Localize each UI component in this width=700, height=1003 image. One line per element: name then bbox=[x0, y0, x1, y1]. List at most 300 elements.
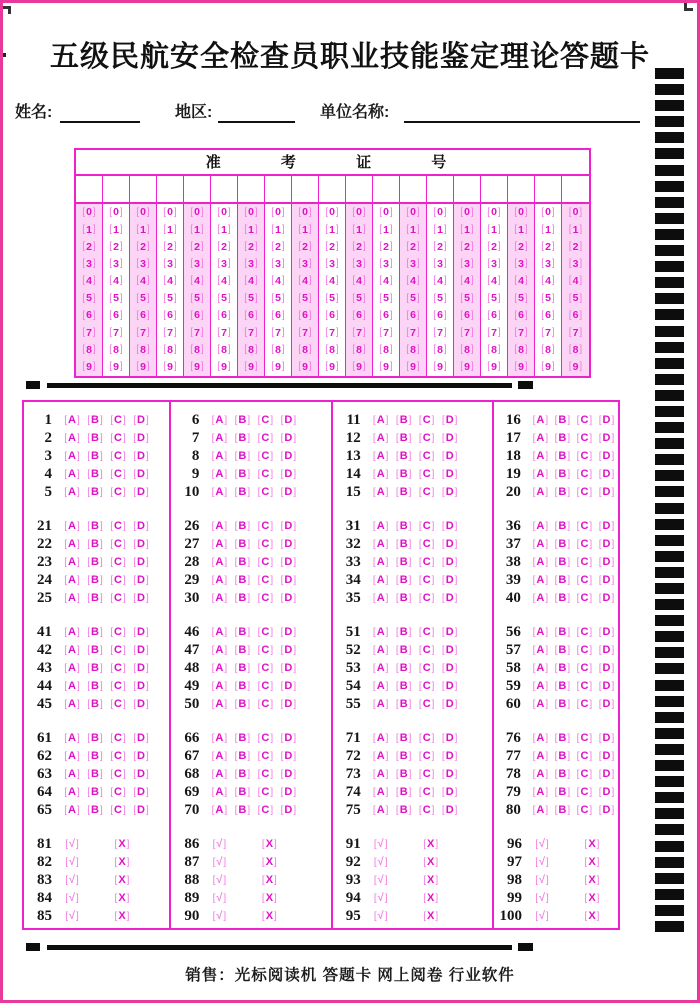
answer-bubble-50-D[interactable]: [ D ] bbox=[277, 699, 299, 710]
answer-bubble-78-C[interactable]: [ C ] bbox=[574, 769, 595, 780]
answer-bubble-54-C[interactable]: [ C ] bbox=[416, 681, 438, 692]
answer-bubble-60-A[interactable]: [ A ] bbox=[530, 699, 551, 710]
answer-bubble-41-D[interactable]: [ D ] bbox=[130, 627, 152, 638]
answer-bubble-4-C[interactable]: [ C ] bbox=[107, 469, 129, 480]
ticket-digit-bubble-4[interactable]: [ 4 ] bbox=[184, 273, 210, 290]
answer-bubble-34-A[interactable]: [ A ] bbox=[370, 575, 392, 586]
answer-bubble-85-cross[interactable]: [ X ] bbox=[111, 911, 133, 922]
answer-bubble-79-B[interactable]: [ B ] bbox=[552, 787, 573, 798]
ticket-digit-bubble-4[interactable]: [ 4 ] bbox=[157, 273, 183, 290]
answer-bubble-56-A[interactable]: [ A ] bbox=[530, 627, 551, 638]
answer-bubble-16-C[interactable]: [ C ] bbox=[574, 415, 595, 426]
ticket-digit-bubble-1[interactable]: [ 1 ] bbox=[508, 221, 534, 238]
ticket-digit-bubble-9[interactable]: [ 9 ] bbox=[292, 359, 318, 376]
answer-bubble-32-D[interactable]: [ D ] bbox=[439, 539, 461, 550]
ticket-digit-bubble-8[interactable]: [ 8 ] bbox=[211, 342, 237, 359]
answer-bubble-21-A[interactable]: [ A ] bbox=[61, 521, 83, 532]
answer-bubble-69-D[interactable]: [ D ] bbox=[277, 787, 299, 798]
answer-bubble-43-B[interactable]: [ B ] bbox=[84, 663, 106, 674]
answer-bubble-32-B[interactable]: [ B ] bbox=[393, 539, 415, 550]
answer-bubble-61-D[interactable]: [ D ] bbox=[130, 733, 152, 744]
answer-bubble-52-A[interactable]: [ A ] bbox=[370, 645, 392, 656]
answer-bubble-95-check[interactable]: [ √ ] bbox=[370, 911, 392, 922]
ticket-digit-bubble-8[interactable]: [ 8 ] bbox=[346, 342, 372, 359]
ticket-digit-bubble-3[interactable]: [ 3 ] bbox=[238, 256, 264, 273]
ticket-digit-bubble-8[interactable]: [ 8 ] bbox=[265, 342, 291, 359]
answer-bubble-2-B[interactable]: [ B ] bbox=[84, 433, 106, 444]
answer-bubble-69-C[interactable]: [ C ] bbox=[254, 787, 276, 798]
ticket-digit-bubble-2[interactable]: [ 2 ] bbox=[454, 238, 480, 255]
ticket-digit-bubble-3[interactable]: [ 3 ] bbox=[211, 256, 237, 273]
answer-bubble-54-D[interactable]: [ D ] bbox=[439, 681, 461, 692]
ticket-digit-bubble-3[interactable]: [ 3 ] bbox=[454, 256, 480, 273]
answer-bubble-9-C[interactable]: [ C ] bbox=[254, 469, 276, 480]
answer-bubble-70-D[interactable]: [ D ] bbox=[277, 805, 299, 816]
answer-bubble-62-C[interactable]: [ C ] bbox=[107, 751, 129, 762]
answer-bubble-86-check[interactable]: [ √ ] bbox=[208, 839, 230, 850]
answer-bubble-1-A[interactable]: [ A ] bbox=[61, 415, 83, 426]
answer-bubble-98-cross[interactable]: [ X ] bbox=[581, 875, 603, 886]
answer-bubble-73-A[interactable]: [ A ] bbox=[370, 769, 392, 780]
answer-bubble-3-A[interactable]: [ A ] bbox=[61, 451, 83, 462]
answer-bubble-96-check[interactable]: [ √ ] bbox=[531, 839, 553, 850]
ticket-digit-bubble-8[interactable]: [ 8 ] bbox=[481, 342, 507, 359]
ticket-digit-bubble-8[interactable]: [ 8 ] bbox=[562, 342, 589, 359]
answer-bubble-64-A[interactable]: [ A ] bbox=[61, 787, 83, 798]
answer-bubble-19-A[interactable]: [ A ] bbox=[530, 469, 551, 480]
answer-bubble-70-C[interactable]: [ C ] bbox=[254, 805, 276, 816]
answer-bubble-51-D[interactable]: [ D ] bbox=[439, 627, 461, 638]
ticket-digit-bubble-5[interactable]: [ 5 ] bbox=[562, 290, 589, 307]
answer-bubble-21-D[interactable]: [ D ] bbox=[130, 521, 152, 532]
ticket-digit-bubble-4[interactable]: [ 4 ] bbox=[535, 273, 561, 290]
ticket-digit-bubble-2[interactable]: [ 2 ] bbox=[562, 238, 589, 255]
answer-bubble-55-D[interactable]: [ D ] bbox=[439, 699, 461, 710]
answer-bubble-68-C[interactable]: [ C ] bbox=[254, 769, 276, 780]
ticket-digit-bubble-9[interactable]: [ 9 ] bbox=[400, 359, 426, 376]
answer-bubble-62-A[interactable]: [ A ] bbox=[61, 751, 83, 762]
answer-bubble-62-B[interactable]: [ B ] bbox=[84, 751, 106, 762]
ticket-digit-bubble-0[interactable]: [ 0 ] bbox=[481, 204, 507, 221]
answer-bubble-54-A[interactable]: [ A ] bbox=[370, 681, 392, 692]
answer-bubble-89-check[interactable]: [ √ ] bbox=[208, 893, 230, 904]
ticket-digit-bubble-0[interactable]: [ 0 ] bbox=[76, 204, 102, 221]
ticket-digit-bubble-7[interactable]: [ 7 ] bbox=[157, 324, 183, 341]
answer-bubble-22-D[interactable]: [ D ] bbox=[130, 539, 152, 550]
ticket-digit-bubble-9[interactable]: [ 9 ] bbox=[184, 359, 210, 376]
ticket-digit-bubble-5[interactable]: [ 5 ] bbox=[130, 290, 156, 307]
answer-bubble-72-C[interactable]: [ C ] bbox=[416, 751, 438, 762]
answer-bubble-47-A[interactable]: [ A ] bbox=[208, 645, 230, 656]
answer-bubble-18-A[interactable]: [ A ] bbox=[530, 451, 551, 462]
answer-bubble-76-A[interactable]: [ A ] bbox=[530, 733, 551, 744]
ticket-write-cell[interactable] bbox=[76, 176, 103, 202]
answer-bubble-9-A[interactable]: [ A ] bbox=[208, 469, 230, 480]
ticket-digit-bubble-1[interactable]: [ 1 ] bbox=[481, 221, 507, 238]
answer-bubble-64-B[interactable]: [ B ] bbox=[84, 787, 106, 798]
ticket-write-cell[interactable] bbox=[373, 176, 400, 202]
answer-bubble-21-B[interactable]: [ B ] bbox=[84, 521, 106, 532]
answer-bubble-29-C[interactable]: [ C ] bbox=[254, 575, 276, 586]
answer-bubble-50-A[interactable]: [ A ] bbox=[208, 699, 230, 710]
answer-bubble-16-D[interactable]: [ D ] bbox=[596, 415, 617, 426]
answer-bubble-72-B[interactable]: [ B ] bbox=[393, 751, 415, 762]
answer-bubble-20-A[interactable]: [ A ] bbox=[530, 487, 551, 498]
answer-bubble-24-A[interactable]: [ A ] bbox=[61, 575, 83, 586]
ticket-digit-bubble-0[interactable]: [ 0 ] bbox=[292, 204, 318, 221]
answer-bubble-30-B[interactable]: [ B ] bbox=[231, 593, 253, 604]
answer-bubble-26-C[interactable]: [ C ] bbox=[254, 521, 276, 532]
ticket-digit-bubble-7[interactable]: [ 7 ] bbox=[562, 324, 589, 341]
answer-bubble-96-cross[interactable]: [ X ] bbox=[581, 839, 603, 850]
answer-bubble-40-D[interactable]: [ D ] bbox=[596, 593, 617, 604]
ticket-digit-bubble-6[interactable]: [ 6 ] bbox=[454, 307, 480, 324]
answer-bubble-53-D[interactable]: [ D ] bbox=[439, 663, 461, 674]
answer-bubble-36-D[interactable]: [ D ] bbox=[596, 521, 617, 532]
answer-bubble-55-A[interactable]: [ A ] bbox=[370, 699, 392, 710]
answer-bubble-27-A[interactable]: [ A ] bbox=[208, 539, 230, 550]
answer-bubble-46-A[interactable]: [ A ] bbox=[208, 627, 230, 638]
ticket-digit-bubble-9[interactable]: [ 9 ] bbox=[265, 359, 291, 376]
ticket-digit-bubble-8[interactable]: [ 8 ] bbox=[184, 342, 210, 359]
ticket-digit-bubble-7[interactable]: [ 7 ] bbox=[238, 324, 264, 341]
answer-bubble-6-A[interactable]: [ A ] bbox=[208, 415, 230, 426]
ticket-digit-bubble-0[interactable]: [ 0 ] bbox=[454, 204, 480, 221]
ticket-digit-bubble-7[interactable]: [ 7 ] bbox=[454, 324, 480, 341]
answer-bubble-66-B[interactable]: [ B ] bbox=[231, 733, 253, 744]
ticket-digit-bubble-0[interactable]: [ 0 ] bbox=[319, 204, 345, 221]
answer-bubble-23-C[interactable]: [ C ] bbox=[107, 557, 129, 568]
answer-bubble-95-cross[interactable]: [ X ] bbox=[420, 911, 442, 922]
ticket-write-cell[interactable] bbox=[130, 176, 157, 202]
answer-bubble-80-A[interactable]: [ A ] bbox=[530, 805, 551, 816]
answer-bubble-80-D[interactable]: [ D ] bbox=[596, 805, 617, 816]
answer-bubble-30-D[interactable]: [ D ] bbox=[277, 593, 299, 604]
answer-bubble-12-A[interactable]: [ A ] bbox=[370, 433, 392, 444]
answer-bubble-87-check[interactable]: [ √ ] bbox=[208, 857, 230, 868]
answer-bubble-11-B[interactable]: [ B ] bbox=[393, 415, 415, 426]
answer-bubble-52-C[interactable]: [ C ] bbox=[416, 645, 438, 656]
ticket-write-cell[interactable] bbox=[265, 176, 292, 202]
answer-bubble-86-cross[interactable]: [ X ] bbox=[258, 839, 280, 850]
answer-bubble-78-D[interactable]: [ D ] bbox=[596, 769, 617, 780]
answer-bubble-49-D[interactable]: [ D ] bbox=[277, 681, 299, 692]
ticket-digit-bubble-3[interactable]: [ 3 ] bbox=[130, 256, 156, 273]
ticket-digit-bubble-7[interactable]: [ 7 ] bbox=[76, 324, 102, 341]
answer-bubble-14-D[interactable]: [ D ] bbox=[439, 469, 461, 480]
answer-bubble-41-A[interactable]: [ A ] bbox=[61, 627, 83, 638]
answer-bubble-2-C[interactable]: [ C ] bbox=[107, 433, 129, 444]
answer-bubble-97-cross[interactable]: [ X ] bbox=[581, 857, 603, 868]
answer-bubble-69-A[interactable]: [ A ] bbox=[208, 787, 230, 798]
answer-bubble-24-D[interactable]: [ D ] bbox=[130, 575, 152, 586]
answer-bubble-40-A[interactable]: [ A ] bbox=[530, 593, 551, 604]
ticket-digit-bubble-0[interactable]: [ 0 ] bbox=[184, 204, 210, 221]
answer-bubble-34-B[interactable]: [ B ] bbox=[393, 575, 415, 586]
answer-bubble-60-C[interactable]: [ C ] bbox=[574, 699, 595, 710]
ticket-digit-bubble-0[interactable]: [ 0 ] bbox=[238, 204, 264, 221]
ticket-digit-bubble-0[interactable]: [ 0 ] bbox=[400, 204, 426, 221]
answer-bubble-57-D[interactable]: [ D ] bbox=[596, 645, 617, 656]
answer-bubble-46-C[interactable]: [ C ] bbox=[254, 627, 276, 638]
answer-bubble-64-D[interactable]: [ D ] bbox=[130, 787, 152, 798]
answer-bubble-15-A[interactable]: [ A ] bbox=[370, 487, 392, 498]
answer-bubble-77-D[interactable]: [ D ] bbox=[596, 751, 617, 762]
ticket-digit-bubble-5[interactable]: [ 5 ] bbox=[319, 290, 345, 307]
answer-bubble-83-check[interactable]: [ √ ] bbox=[61, 875, 83, 886]
answer-bubble-5-C[interactable]: [ C ] bbox=[107, 487, 129, 498]
ticket-digit-bubble-2[interactable]: [ 2 ] bbox=[535, 238, 561, 255]
ticket-digit-bubble-9[interactable]: [ 9 ] bbox=[211, 359, 237, 376]
ticket-digit-bubble-1[interactable]: [ 1 ] bbox=[238, 221, 264, 238]
answer-bubble-41-C[interactable]: [ C ] bbox=[107, 627, 129, 638]
ticket-digit-bubble-4[interactable]: [ 4 ] bbox=[211, 273, 237, 290]
ticket-digit-bubble-0[interactable]: [ 0 ] bbox=[346, 204, 372, 221]
answer-bubble-78-A[interactable]: [ A ] bbox=[530, 769, 551, 780]
answer-bubble-81-check[interactable]: [ √ ] bbox=[61, 839, 83, 850]
answer-bubble-38-B[interactable]: [ B ] bbox=[552, 557, 573, 568]
ticket-digit-bubble-4[interactable]: [ 4 ] bbox=[319, 273, 345, 290]
ticket-digit-bubble-5[interactable]: [ 5 ] bbox=[535, 290, 561, 307]
ticket-write-cell[interactable] bbox=[319, 176, 346, 202]
answer-bubble-6-C[interactable]: [ C ] bbox=[254, 415, 276, 426]
answer-bubble-15-C[interactable]: [ C ] bbox=[416, 487, 438, 498]
ticket-digit-bubble-2[interactable]: [ 2 ] bbox=[211, 238, 237, 255]
answer-bubble-20-B[interactable]: [ B ] bbox=[552, 487, 573, 498]
ticket-digit-bubble-6[interactable]: [ 6 ] bbox=[508, 307, 534, 324]
answer-bubble-55-B[interactable]: [ B ] bbox=[393, 699, 415, 710]
answer-bubble-21-C[interactable]: [ C ] bbox=[107, 521, 129, 532]
ticket-digit-bubble-1[interactable]: [ 1 ] bbox=[562, 221, 589, 238]
ticket-digit-bubble-6[interactable]: [ 6 ] bbox=[157, 307, 183, 324]
ticket-digit-bubble-5[interactable]: [ 5 ] bbox=[157, 290, 183, 307]
answer-bubble-71-A[interactable]: [ A ] bbox=[370, 733, 392, 744]
answer-bubble-10-C[interactable]: [ C ] bbox=[254, 487, 276, 498]
answer-bubble-65-C[interactable]: [ C ] bbox=[107, 805, 129, 816]
ticket-digit-bubble-4[interactable]: [ 4 ] bbox=[130, 273, 156, 290]
ticket-digit-bubble-6[interactable]: [ 6 ] bbox=[76, 307, 102, 324]
ticket-digit-bubble-5[interactable]: [ 5 ] bbox=[427, 290, 453, 307]
answer-bubble-39-B[interactable]: [ B ] bbox=[552, 575, 573, 586]
answer-bubble-14-A[interactable]: [ A ] bbox=[370, 469, 392, 480]
ticket-digit-bubble-6[interactable]: [ 6 ] bbox=[130, 307, 156, 324]
ticket-digit-bubble-2[interactable]: [ 2 ] bbox=[238, 238, 264, 255]
answer-bubble-17-A[interactable]: [ A ] bbox=[530, 433, 551, 444]
answer-bubble-5-B[interactable]: [ B ] bbox=[84, 487, 106, 498]
answer-bubble-67-C[interactable]: [ C ] bbox=[254, 751, 276, 762]
answer-bubble-35-B[interactable]: [ B ] bbox=[393, 593, 415, 604]
ticket-digit-bubble-2[interactable]: [ 2 ] bbox=[400, 238, 426, 255]
ticket-digit-bubble-7[interactable]: [ 7 ] bbox=[103, 324, 129, 341]
ticket-digit-bubble-3[interactable]: [ 3 ] bbox=[562, 256, 589, 273]
ticket-digit-bubble-9[interactable]: [ 9 ] bbox=[427, 359, 453, 376]
answer-bubble-39-C[interactable]: [ C ] bbox=[574, 575, 595, 586]
answer-bubble-2-D[interactable]: [ D ] bbox=[130, 433, 152, 444]
answer-bubble-7-A[interactable]: [ A ] bbox=[208, 433, 230, 444]
ticket-digit-bubble-7[interactable]: [ 7 ] bbox=[319, 324, 345, 341]
ticket-digit-bubble-7[interactable]: [ 7 ] bbox=[130, 324, 156, 341]
ticket-digit-bubble-7[interactable]: [ 7 ] bbox=[292, 324, 318, 341]
answer-bubble-11-D[interactable]: [ D ] bbox=[439, 415, 461, 426]
answer-bubble-41-B[interactable]: [ B ] bbox=[84, 627, 106, 638]
answer-bubble-73-B[interactable]: [ B ] bbox=[393, 769, 415, 780]
ticket-digit-bubble-4[interactable]: [ 4 ] bbox=[481, 273, 507, 290]
ticket-digit-bubble-5[interactable]: [ 5 ] bbox=[400, 290, 426, 307]
answer-bubble-53-C[interactable]: [ C ] bbox=[416, 663, 438, 674]
answer-bubble-47-B[interactable]: [ B ] bbox=[231, 645, 253, 656]
ticket-digit-bubble-6[interactable]: [ 6 ] bbox=[481, 307, 507, 324]
answer-bubble-37-C[interactable]: [ C ] bbox=[574, 539, 595, 550]
answer-bubble-34-C[interactable]: [ C ] bbox=[416, 575, 438, 586]
answer-bubble-51-B[interactable]: [ B ] bbox=[393, 627, 415, 638]
ticket-write-cell[interactable] bbox=[400, 176, 427, 202]
answer-bubble-98-check[interactable]: [ √ ] bbox=[531, 875, 553, 886]
answer-bubble-71-C[interactable]: [ C ] bbox=[416, 733, 438, 744]
ticket-digit-bubble-1[interactable]: [ 1 ] bbox=[535, 221, 561, 238]
answer-bubble-97-check[interactable]: [ √ ] bbox=[531, 857, 553, 868]
answer-bubble-38-A[interactable]: [ A ] bbox=[530, 557, 551, 568]
answer-bubble-38-D[interactable]: [ D ] bbox=[596, 557, 617, 568]
answer-bubble-26-D[interactable]: [ D ] bbox=[277, 521, 299, 532]
answer-bubble-76-B[interactable]: [ B ] bbox=[552, 733, 573, 744]
answer-bubble-55-C[interactable]: [ C ] bbox=[416, 699, 438, 710]
answer-bubble-36-C[interactable]: [ C ] bbox=[574, 521, 595, 532]
answer-bubble-49-A[interactable]: [ A ] bbox=[208, 681, 230, 692]
answer-bubble-47-D[interactable]: [ D ] bbox=[277, 645, 299, 656]
answer-bubble-57-A[interactable]: [ A ] bbox=[530, 645, 551, 656]
answer-bubble-13-D[interactable]: [ D ] bbox=[439, 451, 461, 462]
answer-bubble-73-C[interactable]: [ C ] bbox=[416, 769, 438, 780]
answer-bubble-80-B[interactable]: [ B ] bbox=[552, 805, 573, 816]
ticket-digit-bubble-2[interactable]: [ 2 ] bbox=[130, 238, 156, 255]
answer-bubble-80-C[interactable]: [ C ] bbox=[574, 805, 595, 816]
ticket-digit-bubble-4[interactable]: [ 4 ] bbox=[454, 273, 480, 290]
ticket-digit-bubble-1[interactable]: [ 1 ] bbox=[346, 221, 372, 238]
ticket-write-cell[interactable] bbox=[427, 176, 454, 202]
ticket-write-cell[interactable] bbox=[481, 176, 508, 202]
ticket-digit-bubble-0[interactable]: [ 0 ] bbox=[508, 204, 534, 221]
ticket-digit-bubble-1[interactable]: [ 1 ] bbox=[400, 221, 426, 238]
ticket-digit-bubble-6[interactable]: [ 6 ] bbox=[184, 307, 210, 324]
ticket-digit-bubble-0[interactable]: [ 0 ] bbox=[265, 204, 291, 221]
ticket-digit-bubble-5[interactable]: [ 5 ] bbox=[454, 290, 480, 307]
answer-bubble-100-check[interactable]: [ √ ] bbox=[531, 911, 553, 922]
ticket-digit-bubble-5[interactable]: [ 5 ] bbox=[508, 290, 534, 307]
answer-bubble-70-A[interactable]: [ A ] bbox=[208, 805, 230, 816]
answer-bubble-71-D[interactable]: [ D ] bbox=[439, 733, 461, 744]
ticket-write-cell[interactable] bbox=[238, 176, 265, 202]
answer-bubble-47-C[interactable]: [ C ] bbox=[254, 645, 276, 656]
answer-bubble-5-D[interactable]: [ D ] bbox=[130, 487, 152, 498]
ticket-digit-bubble-9[interactable]: [ 9 ] bbox=[481, 359, 507, 376]
answer-bubble-90-check[interactable]: [ √ ] bbox=[208, 911, 230, 922]
ticket-digit-bubble-8[interactable]: [ 8 ] bbox=[292, 342, 318, 359]
answer-bubble-84-cross[interactable]: [ X ] bbox=[111, 893, 133, 904]
ticket-digit-bubble-4[interactable]: [ 4 ] bbox=[76, 273, 102, 290]
ticket-write-cell[interactable] bbox=[535, 176, 562, 202]
answer-bubble-68-D[interactable]: [ D ] bbox=[277, 769, 299, 780]
answer-bubble-82-check[interactable]: [ √ ] bbox=[61, 857, 83, 868]
answer-bubble-12-D[interactable]: [ D ] bbox=[439, 433, 461, 444]
ticket-digit-bubble-3[interactable]: [ 3 ] bbox=[346, 256, 372, 273]
ticket-digit-bubble-4[interactable]: [ 4 ] bbox=[373, 273, 399, 290]
answer-bubble-65-B[interactable]: [ B ] bbox=[84, 805, 106, 816]
ticket-digit-bubble-0[interactable]: [ 0 ] bbox=[211, 204, 237, 221]
answer-bubble-51-A[interactable]: [ A ] bbox=[370, 627, 392, 638]
ticket-digit-bubble-8[interactable]: [ 8 ] bbox=[76, 342, 102, 359]
answer-bubble-66-C[interactable]: [ C ] bbox=[254, 733, 276, 744]
ticket-digit-bubble-2[interactable]: [ 2 ] bbox=[346, 238, 372, 255]
answer-bubble-89-cross[interactable]: [ X ] bbox=[258, 893, 280, 904]
answer-bubble-17-D[interactable]: [ D ] bbox=[596, 433, 617, 444]
ticket-digit-bubble-9[interactable]: [ 9 ] bbox=[535, 359, 561, 376]
ticket-digit-bubble-9[interactable]: [ 9 ] bbox=[130, 359, 156, 376]
answer-bubble-20-C[interactable]: [ C ] bbox=[574, 487, 595, 498]
ticket-digit-bubble-8[interactable]: [ 8 ] bbox=[508, 342, 534, 359]
answer-bubble-81-cross[interactable]: [ X ] bbox=[111, 839, 133, 850]
answer-bubble-77-B[interactable]: [ B ] bbox=[552, 751, 573, 762]
ticket-digit-bubble-5[interactable]: [ 5 ] bbox=[373, 290, 399, 307]
ticket-digit-bubble-0[interactable]: [ 0 ] bbox=[535, 204, 561, 221]
answer-bubble-65-D[interactable]: [ D ] bbox=[130, 805, 152, 816]
answer-bubble-84-check[interactable]: [ √ ] bbox=[61, 893, 83, 904]
answer-bubble-48-D[interactable]: [ D ] bbox=[277, 663, 299, 674]
answer-bubble-88-check[interactable]: [ √ ] bbox=[208, 875, 230, 886]
answer-bubble-35-C[interactable]: [ C ] bbox=[416, 593, 438, 604]
answer-bubble-94-check[interactable]: [ √ ] bbox=[370, 893, 392, 904]
ticket-digit-bubble-5[interactable]: [ 5 ] bbox=[211, 290, 237, 307]
answer-bubble-5-A[interactable]: [ A ] bbox=[61, 487, 83, 498]
answer-bubble-18-B[interactable]: [ B ] bbox=[552, 451, 573, 462]
answer-bubble-59-C[interactable]: [ C ] bbox=[574, 681, 595, 692]
ticket-digit-bubble-6[interactable]: [ 6 ] bbox=[103, 307, 129, 324]
answer-bubble-44-C[interactable]: [ C ] bbox=[107, 681, 129, 692]
answer-bubble-56-D[interactable]: [ D ] bbox=[596, 627, 617, 638]
answer-bubble-53-A[interactable]: [ A ] bbox=[370, 663, 392, 674]
answer-bubble-48-B[interactable]: [ B ] bbox=[231, 663, 253, 674]
answer-bubble-88-cross[interactable]: [ X ] bbox=[258, 875, 280, 886]
ticket-digit-bubble-6[interactable]: [ 6 ] bbox=[238, 307, 264, 324]
ticket-digit-bubble-8[interactable]: [ 8 ] bbox=[157, 342, 183, 359]
answer-bubble-9-B[interactable]: [ B ] bbox=[231, 469, 253, 480]
answer-bubble-13-C[interactable]: [ C ] bbox=[416, 451, 438, 462]
answer-bubble-39-D[interactable]: [ D ] bbox=[596, 575, 617, 586]
answer-bubble-36-A[interactable]: [ A ] bbox=[530, 521, 551, 532]
answer-bubble-6-D[interactable]: [ D ] bbox=[277, 415, 299, 426]
ticket-digit-bubble-8[interactable]: [ 8 ] bbox=[427, 342, 453, 359]
ticket-digit-bubble-2[interactable]: [ 2 ] bbox=[184, 238, 210, 255]
answer-bubble-37-A[interactable]: [ A ] bbox=[530, 539, 551, 550]
answer-bubble-78-B[interactable]: [ B ] bbox=[552, 769, 573, 780]
ticket-digit-bubble-3[interactable]: [ 3 ] bbox=[292, 256, 318, 273]
answer-bubble-75-B[interactable]: [ B ] bbox=[393, 805, 415, 816]
answer-bubble-77-A[interactable]: [ A ] bbox=[530, 751, 551, 762]
ticket-digit-bubble-3[interactable]: [ 3 ] bbox=[76, 256, 102, 273]
answer-bubble-52-B[interactable]: [ B ] bbox=[393, 645, 415, 656]
answer-bubble-49-C[interactable]: [ C ] bbox=[254, 681, 276, 692]
ticket-digit-bubble-0[interactable]: [ 0 ] bbox=[157, 204, 183, 221]
ticket-digit-bubble-8[interactable]: [ 8 ] bbox=[454, 342, 480, 359]
ticket-digit-bubble-4[interactable]: [ 4 ] bbox=[292, 273, 318, 290]
answer-bubble-100-cross[interactable]: [ X ] bbox=[581, 911, 603, 922]
answer-bubble-8-C[interactable]: [ C ] bbox=[254, 451, 276, 462]
answer-bubble-10-B[interactable]: [ B ] bbox=[231, 487, 253, 498]
ticket-write-cell[interactable] bbox=[454, 176, 481, 202]
answer-bubble-3-C[interactable]: [ C ] bbox=[107, 451, 129, 462]
answer-bubble-33-B[interactable]: [ B ] bbox=[393, 557, 415, 568]
ticket-digit-bubble-4[interactable]: [ 4 ] bbox=[346, 273, 372, 290]
ticket-digit-bubble-7[interactable]: [ 7 ] bbox=[427, 324, 453, 341]
